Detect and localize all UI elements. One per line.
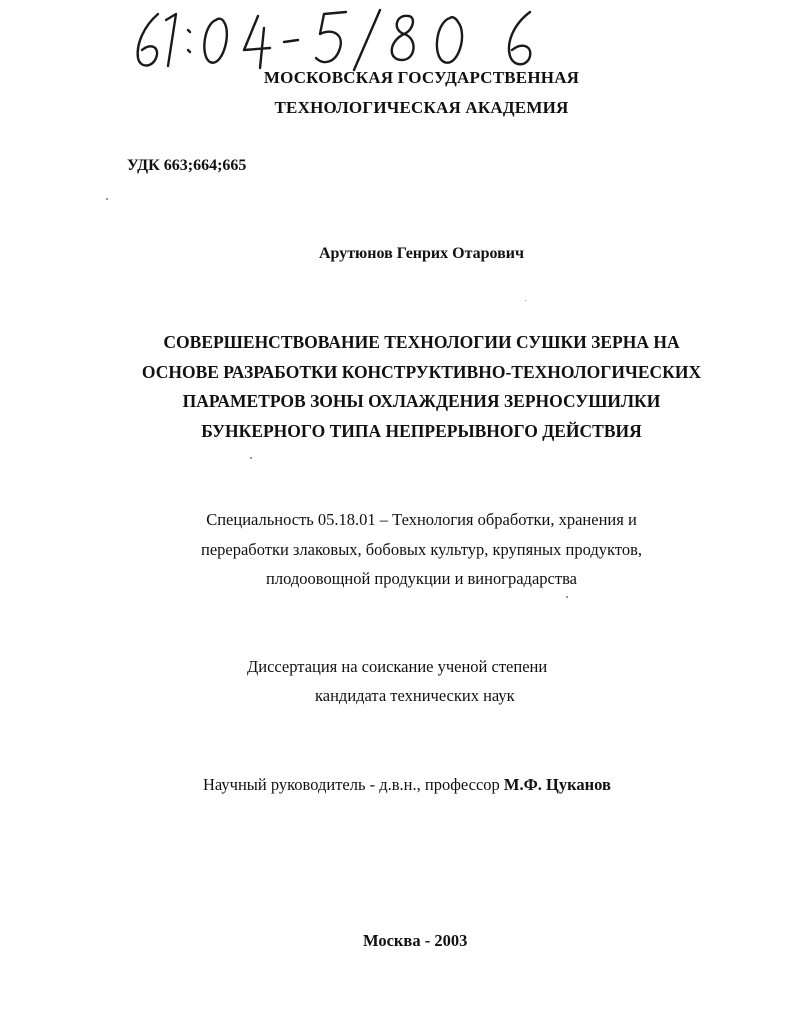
dissertation-line-2: кандидата технических наук: [315, 686, 515, 705]
handwritten-archive-code: [118, 4, 548, 76]
specialty-line-2: переработки злаковых, бобовых культур, крупяных продуктов,: [201, 540, 642, 559]
advisor-name: М.Ф. Цуканов: [503, 775, 611, 794]
specialty-line-3: плодоовощной продукции и виноградарства: [266, 569, 577, 588]
advisor-prefix: Научный руководитель - д.в.н., профессор: [203, 775, 504, 794]
thesis-title-line-1: СОВЕРШЕНСТВОВАНИЕ ТЕХНОЛОГИИ СУШКИ ЗЕРНА НА: [163, 332, 680, 352]
city-year: Москва - 2003: [363, 931, 468, 950]
thesis-title-line-3: ПАРАМЕТРОВ ЗОНЫ ОХЛАЖДЕНИЯ ЗЕРНОСУШИЛКИ: [182, 391, 661, 411]
author-name: Арутюнов Генрих Отарович: [318, 245, 525, 262]
organization-line-1: МОСКОВСКАЯ ГОСУДАРСТВЕННАЯ: [263, 68, 580, 87]
scan-speck: [106, 198, 108, 200]
scan-speck: [525, 300, 526, 301]
handwriting-drawing: [118, 4, 548, 76]
scan-speck: [250, 457, 252, 459]
thesis-title-line-2: ОСНОВЕ РАЗРАБОТКИ КОНСТРУКТИВНО-ТЕХНОЛОГИЧЕСКИХ: [141, 362, 702, 382]
specialty-line-1: Специальность 05.18.01 – Технология обработки, хранения и: [206, 510, 637, 529]
scan-speck: [566, 596, 568, 598]
dissertation-line-1: Диссертация на соискание ученой степени: [247, 657, 548, 676]
udk-code: УДК 663;664;665: [127, 157, 247, 174]
thesis-title-line-4: БУНКЕРНОГО ТИПА НЕПРЕРЫВНОГО ДЕЙСТВИЯ: [201, 421, 642, 441]
organization-line-2: ТЕХНОЛОГИЧЕСКАЯ АКАДЕМИЯ: [274, 98, 569, 117]
scientific-advisor: [203, 775, 611, 795]
